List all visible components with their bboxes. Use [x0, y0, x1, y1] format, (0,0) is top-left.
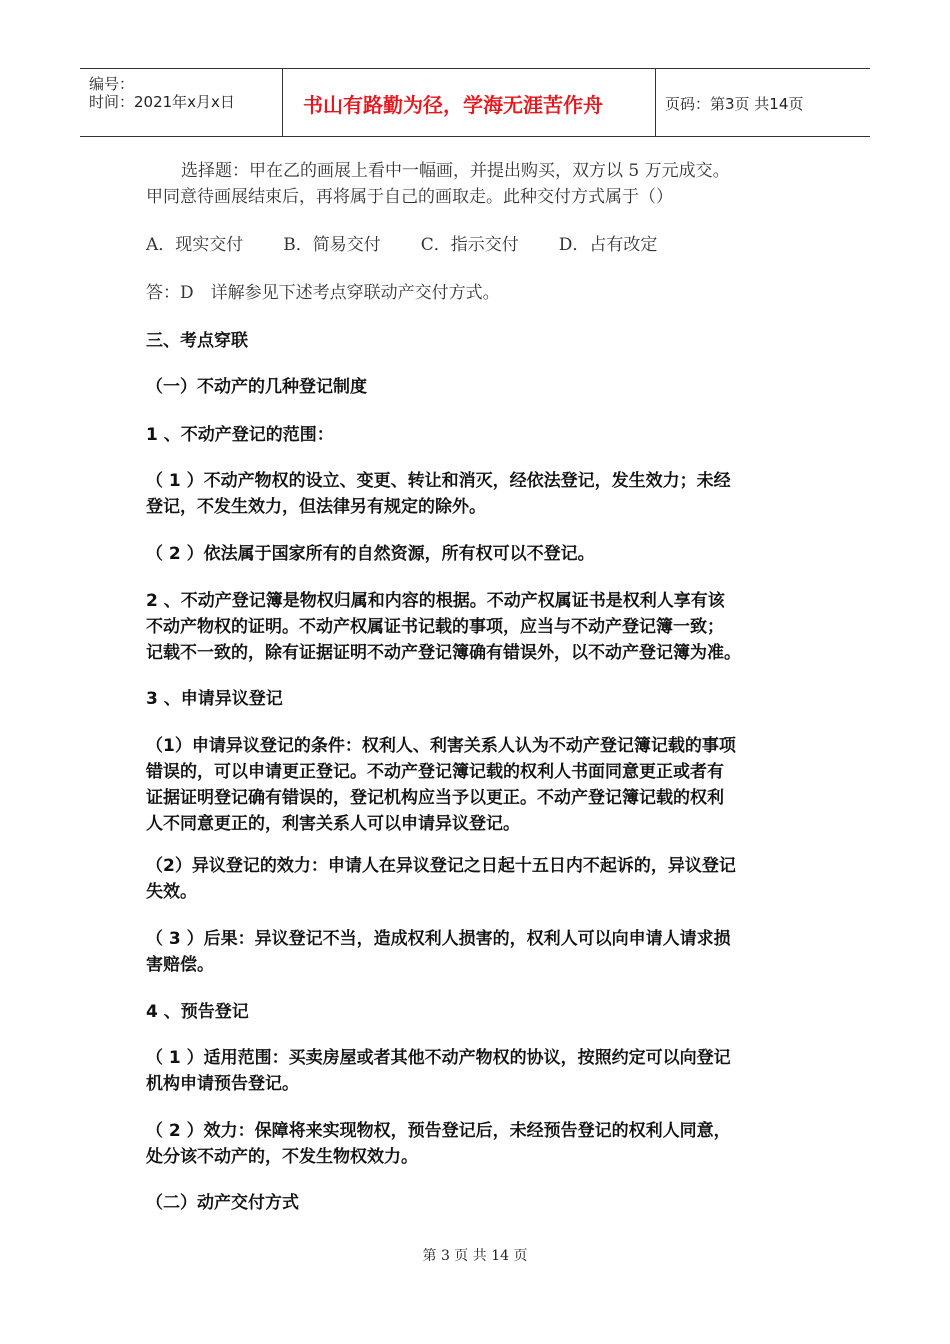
header-motto: 书山有路勤为径，学海无涯苦作舟: [303, 93, 603, 117]
item-1-heading: 1 、不动产登记的范围：: [146, 425, 334, 445]
option-a: A．现实交付: [146, 235, 244, 255]
header-motto-cell: [282, 69, 656, 136]
item-1-2: （ 2 ）依法属于国家所有的自然资源，所有权可以不登记。: [146, 544, 595, 564]
item-3-3-line-2: 害赔偿。: [146, 955, 214, 975]
item-2-line-2: 不动产物权的证明。不动产权属证书记载的事项，应当与不动产登记簿一致；: [146, 617, 724, 637]
item-3-1-line-3: 证据证明登记确有错误的，登记机构应当予以更正。不动产登记簿记载的权利: [146, 788, 724, 808]
item-4-2-line-1: （ 2 ）效力：保障将来实现物权，预告登记后，未经预告登记的权利人同意，: [146, 1121, 731, 1141]
answer-options: [146, 232, 826, 258]
page-header: [80, 68, 870, 137]
document-number-label: 编号：: [89, 75, 135, 93]
header-meta-cell: [80, 69, 282, 136]
item-4-2-line-2: 处分该不动产的，不发生物权效力。: [146, 1147, 418, 1167]
section-3-heading: 三、考点穿联: [146, 331, 248, 351]
subsection-1-heading: （一）不动产的几种登记制度: [146, 377, 367, 397]
item-3-1-line-2: 错误的，可以申请更正登记。不动产登记簿记载的权利人书面同意更正或者有: [146, 762, 724, 782]
question-line-1: 选择题：甲在乙的画展上看中一幅画，并提出购买，双方以 5 万元成交。: [181, 161, 730, 181]
item-3-heading: 3 、申请异议登记: [146, 689, 283, 709]
item-2-line-1: 2 、不动产登记簿是物权归属和内容的根据。不动产权属证书是权利人享有该: [146, 591, 725, 611]
item-2-line-3: 记载不一致的，除有证据证明不动产登记簿确有错误外，以不动产登记簿为准。: [146, 643, 741, 663]
item-3-1-line-4: 人不同意更正的，利害关系人可以申请异议登记。: [146, 814, 520, 834]
option-b: B．简易交付: [283, 235, 381, 255]
subsection-2-heading: （二）动产交付方式: [146, 1193, 299, 1213]
option-d: D．占有改定: [558, 235, 658, 255]
item-3-3-line-1: （ 3 ）后果：异议登记不当，造成权利人损害的，权利人可以向申请人请求损: [146, 929, 731, 949]
option-c: C．指示交付: [420, 235, 519, 255]
item-1-1-line-1: （ 1 ）不动产物权的设立、变更、转让和消灭，经依法登记，发生效力；未经: [146, 471, 731, 491]
item-4-heading: 4 、预告登记: [146, 1002, 249, 1022]
item-3-2-line-2: 失效。: [146, 882, 197, 902]
item-4-1-line-2: 机构申请预告登记。: [146, 1074, 299, 1094]
header-page-cell: [655, 69, 870, 136]
answer-text: 答：D 详解参见下述考点穿联动产交付方式。: [146, 283, 500, 303]
question-line-2: 甲同意待画展结束后，再将属于自己的画取走。此种交付方式属于（）: [146, 187, 673, 207]
document-time-label: 时间：2021年x月x日: [89, 93, 235, 111]
item-3-2-line-1: （2）异议登记的效力：申请人在异议登记之日起十五日内不起诉的，异议登记: [146, 856, 736, 876]
item-3-1-line-1: （1）申请异议登记的条件：权利人、利害关系人认为不动产登记簿记载的事项: [146, 736, 736, 756]
item-4-1-line-1: （ 1 ）适用范围：买卖房屋或者其他不动产物权的协议，按照约定可以向登记: [146, 1048, 731, 1068]
page-footer: 第 3 页 共 14 页: [422, 1248, 528, 1264]
item-1-1-line-2: 登记，不发生效力，但法律另有规定的除外。: [146, 497, 486, 517]
header-page-info: 页码：第3页 共14页: [665, 95, 804, 113]
